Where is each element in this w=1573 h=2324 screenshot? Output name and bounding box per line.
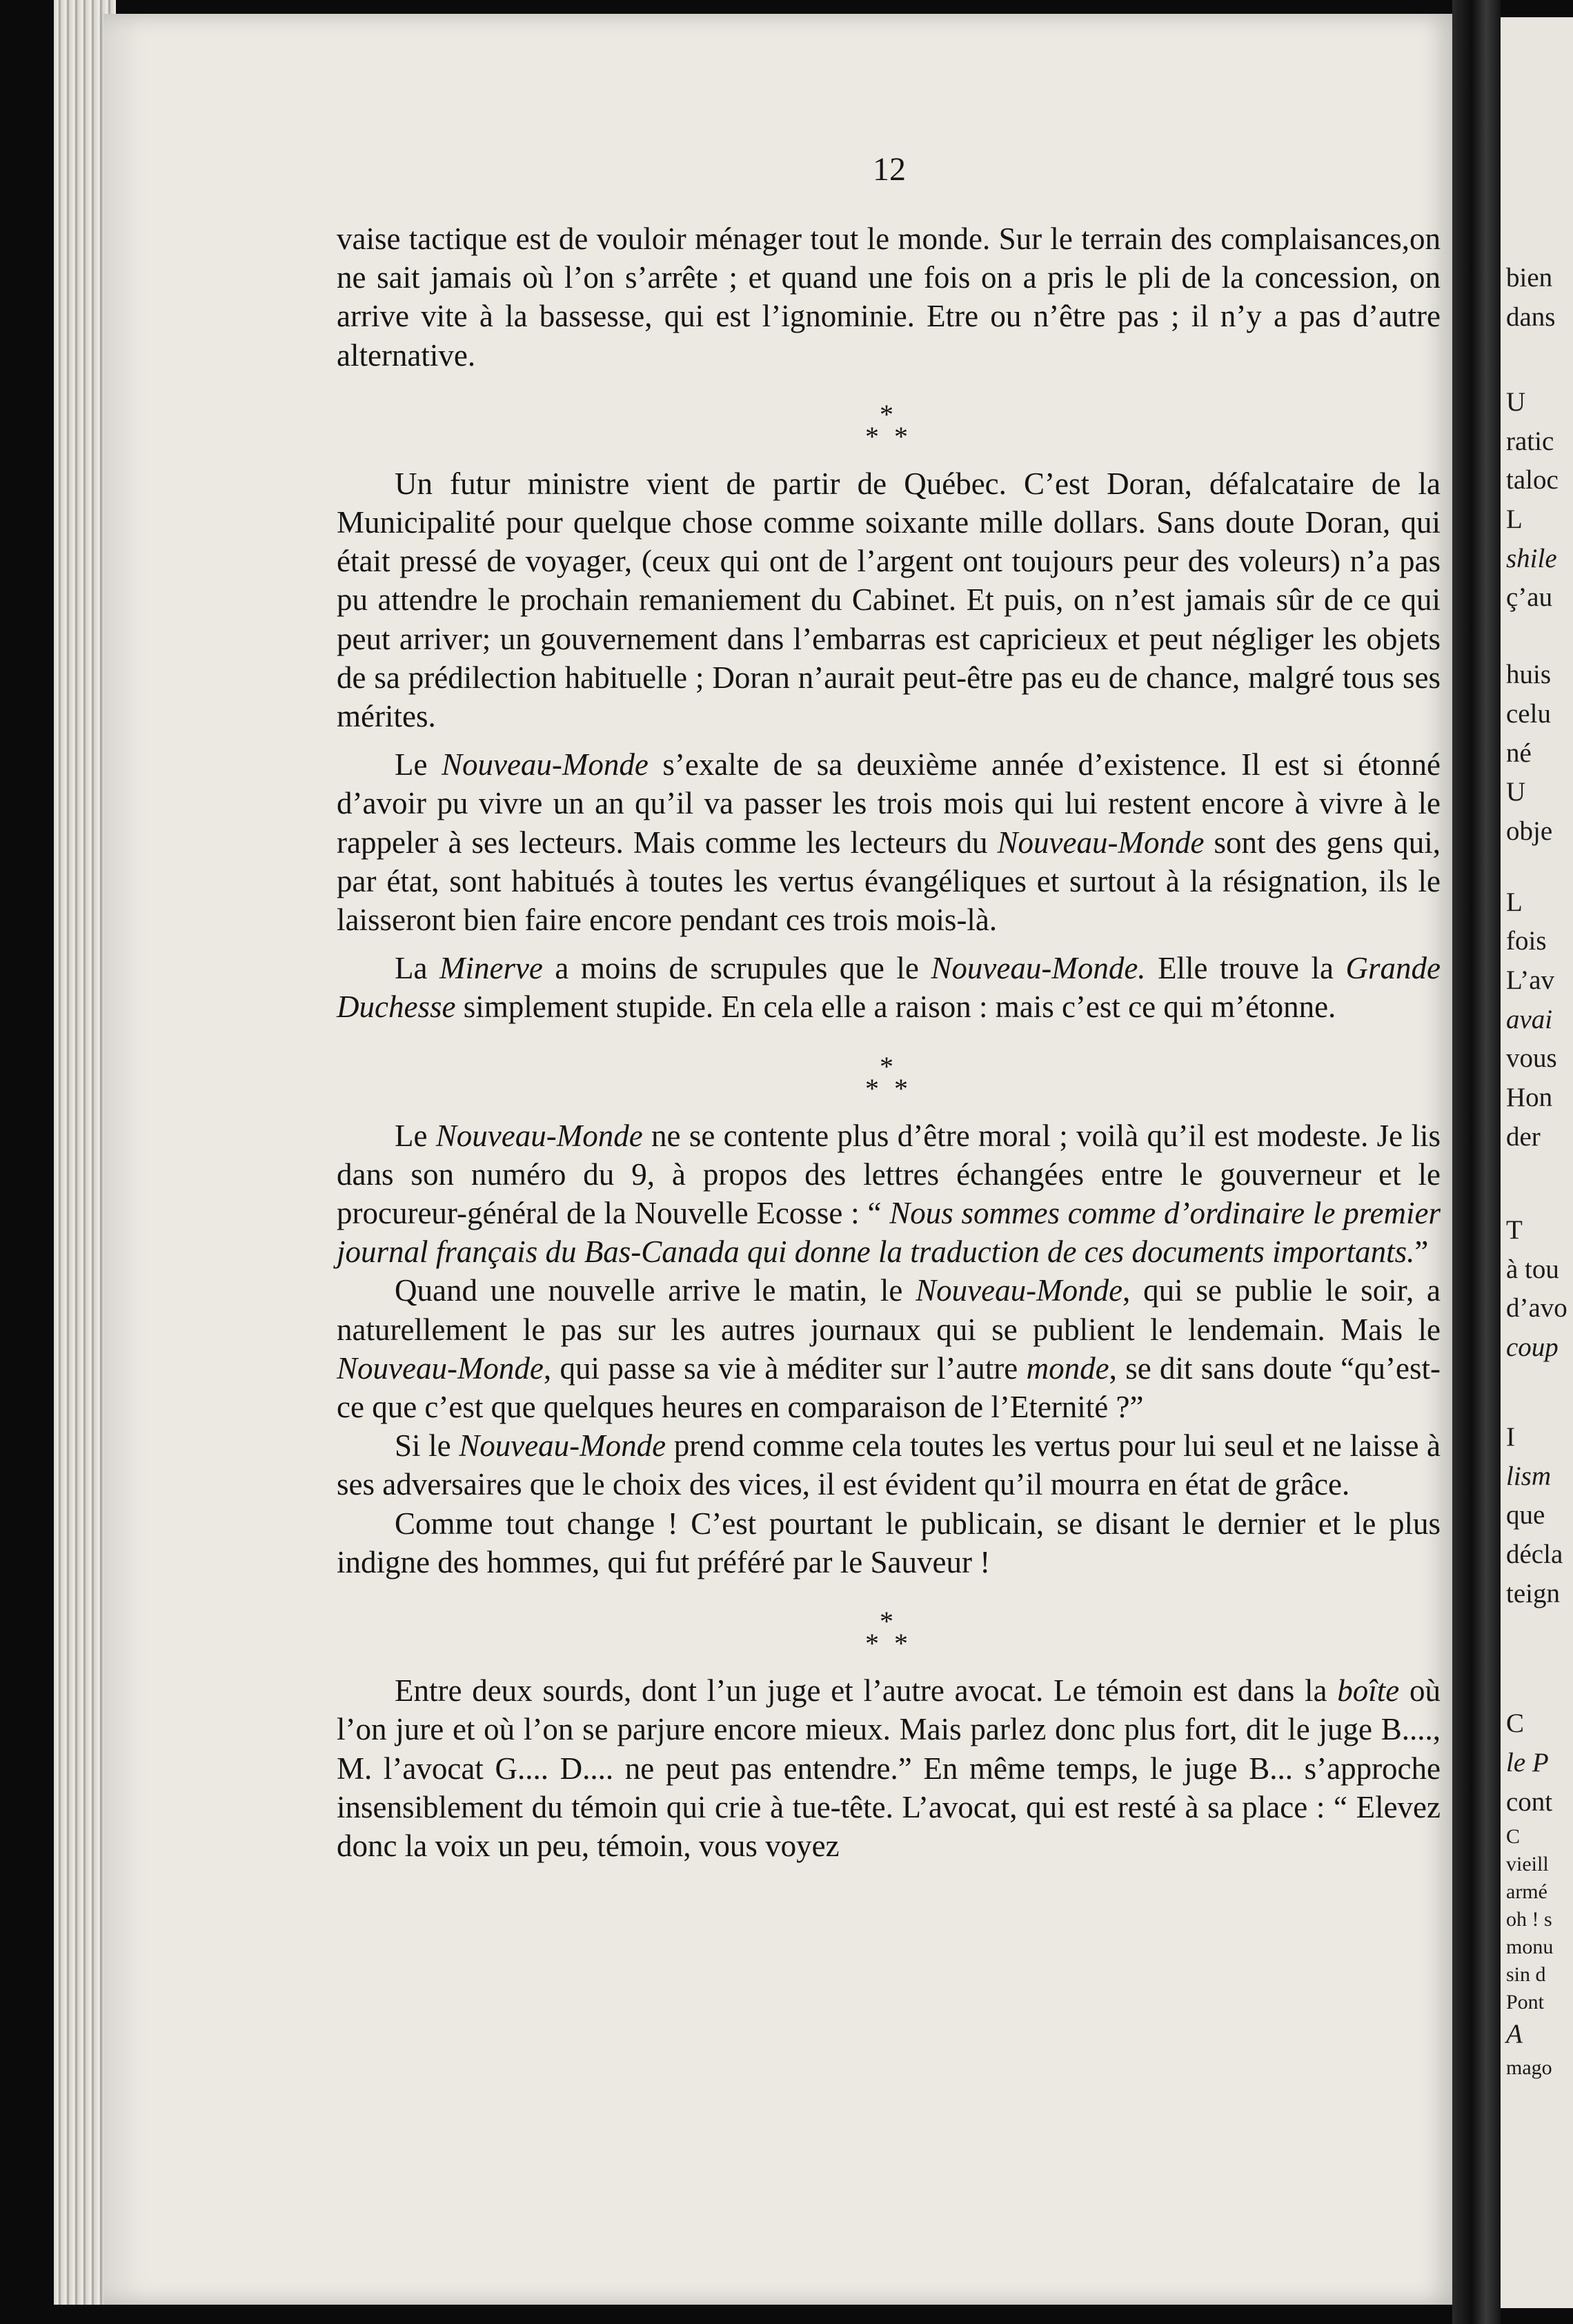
paragraph: Entre deux sourds, dont l’un juge et l’autre avocat. Le témoin est dans la boîte où l’on jure et où l’on se parjure encore mieux. Mais parlez donc plus fort, dit le juge B...., M. l’avocat G.... D.... ne peut pas entendre.” En même temps, le juge B... s’approche insensiblement du témoin qui crie à tue-tête. L’avocat, qui est resté à sa place : “ Elevez donc la voix un peu, témoin, vous voyez — [337, 1673, 1441, 1863]
next-page-fragment: né — [1506, 738, 1532, 768]
next-page-fragment: bien — [1506, 263, 1553, 293]
next-page-fragment: armé — [1506, 1880, 1547, 1903]
page-body — [337, 219, 1441, 1865]
next-page-fragment: vous — [1506, 1043, 1557, 1073]
paragraph: Si le Nouveau-Monde prend comme cela toutes les vertus pour lui seul et ne laisse à ses adversaires que le choix des vices, il est évident qu’il mourra en état de grâce. — [337, 1428, 1441, 1502]
paragraph: vaise tactique est de vouloir ménager tout le monde. Sur le terrain des complaisances,on ne sait jamais où l’on s’arrête ; et quand une fois on a pris le pli de la concession, on arrive vite à la bassesse, qui est l’ignominie. Etre ou n’être pas ; il n’y a pas d’autre alternative. — [337, 221, 1441, 373]
next-page-fragment: avai — [1506, 1005, 1553, 1034]
separator-star: * — [880, 398, 898, 430]
next-page-fragment: taloc — [1506, 465, 1559, 495]
paragraph: Le Nouveau-Monde ne se contente plus d’être moral ; voilà qu’il est modeste. Je lis dans son numéro du 9, à propos des lettres échangées entre le gouverneur et le procureur-général de la Nouvelle Ecosse : “ Nous sommes comme d’ordinaire le premier journal français du Bas-Canada qui donne la traduction de ces documents importants.” — [337, 1118, 1441, 1270]
next-page-fragment: dans — [1506, 302, 1556, 332]
next-page-fragment: der — [1506, 1122, 1541, 1152]
next-page-fragment: fois — [1506, 926, 1547, 956]
section-separator — [337, 1027, 1441, 1116]
next-page-fragment: shile — [1506, 544, 1557, 573]
paragraph: Quand une nouvelle arrive le matin, le Nouveau-Monde, qui se publie le soir, a naturellement le pas sur les autres journaux qui se publient le lendemain. Mais le Nouveau-Monde, qui passe sa vie à méditer sur l’autre monde, se dit sans doute “qu’est-ce que c’est que quelques heures en comparaison de l’Eternité ?” — [337, 1273, 1441, 1425]
next-page-fragment: L — [1506, 504, 1523, 534]
paragraph: Comme tout change ! C’est pourtant le publicain, se disant le dernier et le plus indigne des hommes, qui fut préféré par le Sauveur ! — [337, 1506, 1441, 1579]
next-page-fragment: vieill — [1506, 1853, 1549, 1875]
separator-stars: * * — [865, 1072, 912, 1104]
section-separator — [337, 1582, 1441, 1671]
book-gutter — [1452, 0, 1501, 2324]
next-page-fragment: ratic — [1506, 426, 1554, 456]
page-number: 12 — [873, 151, 906, 188]
next-page-fragment: T — [1506, 1215, 1523, 1245]
next-page-fragment: celu — [1506, 699, 1551, 729]
next-page-fragment: lism — [1506, 1461, 1552, 1491]
next-page-fragment: d’avo — [1506, 1293, 1567, 1323]
next-page-fragment: cont — [1506, 1787, 1553, 1817]
next-page-fragment: oh ! s — [1506, 1908, 1552, 1931]
next-page-edge — [1501, 17, 1573, 2308]
next-page-fragment: I — [1506, 1422, 1515, 1452]
next-page-fragment: C — [1506, 1708, 1525, 1738]
paragraph: Un futur ministre vient de partir de Québec. C’est Doran, défalcataire de la Municipalité pour quelque chose comme soixante mille dollars. Sans doute Doran, qui était pressé de voyager, (ceux qui ont de l’argent ont toujours peur des voleurs) n’a pas pu attendre le prochain remaniement du Cabinet. Et puis, on n’est jamais sûr de ce qui peut arriver; un gouvernement dans l’embarras est capricieux et peut négliger les objets de sa prédilection habituelle ; Doran n’aurait peut-être pas eu de chance, malgré tous ses mérites. — [337, 466, 1441, 734]
separator-star: * — [880, 1606, 898, 1637]
next-page-fragment: A — [1506, 2019, 1523, 2049]
separator-stars: * * — [865, 1628, 912, 1660]
next-page-fragment: ç’au — [1506, 582, 1553, 612]
next-page-fragment: à tou — [1506, 1254, 1559, 1284]
next-page-fragment: U — [1506, 777, 1526, 807]
separator-star: * — [880, 1050, 898, 1082]
next-page-fragment: le P — [1506, 1748, 1549, 1778]
next-page-fragment: décla — [1506, 1539, 1563, 1569]
paragraph: La Minerve a moins de scrupules que le Nouveau-Monde. Elle trouve la Grande Duchesse simplement stupide. En cela elle a raison : mais c’est ce qui m’étonne. — [337, 951, 1441, 1025]
separator-stars: * * — [865, 420, 912, 452]
next-page-fragment: obje — [1506, 816, 1553, 846]
next-page-fragment: monu — [1506, 1936, 1554, 1958]
next-page-fragment: teign — [1506, 1579, 1560, 1608]
next-page-fragment: U — [1506, 387, 1526, 417]
paragraph: Le Nouveau-Monde s’exalte de sa deuxième année d’existence. Il est si étonné d’avoir pu vivre un an qu’il va passer les trois mois qui lui restent encore à vivre à le rappeler à ses lecteurs. Mais comme les lecteurs du Nouveau-Monde sont des gens qui, par état, sont habitués à toutes les vertus évangéliques et surtout à la résignation, ils le laisseront bien faire encore pendant ces trois mois-là. — [337, 747, 1441, 938]
next-page-fragment: L’av — [1506, 965, 1555, 995]
next-page-fragment: huis — [1506, 660, 1552, 689]
next-page-fragment: Hon — [1506, 1083, 1553, 1112]
next-page-fragment: mago — [1506, 2056, 1552, 2079]
next-page-fragment: L — [1506, 887, 1523, 917]
next-page-fragment: coup — [1506, 1332, 1559, 1362]
next-page-fragment: Pont — [1506, 1991, 1545, 2013]
next-page-fragment: sin d — [1506, 1963, 1546, 1986]
next-page-fragment: que — [1506, 1500, 1545, 1530]
section-separator — [337, 375, 1441, 464]
next-page-fragment: C — [1506, 1825, 1521, 1848]
